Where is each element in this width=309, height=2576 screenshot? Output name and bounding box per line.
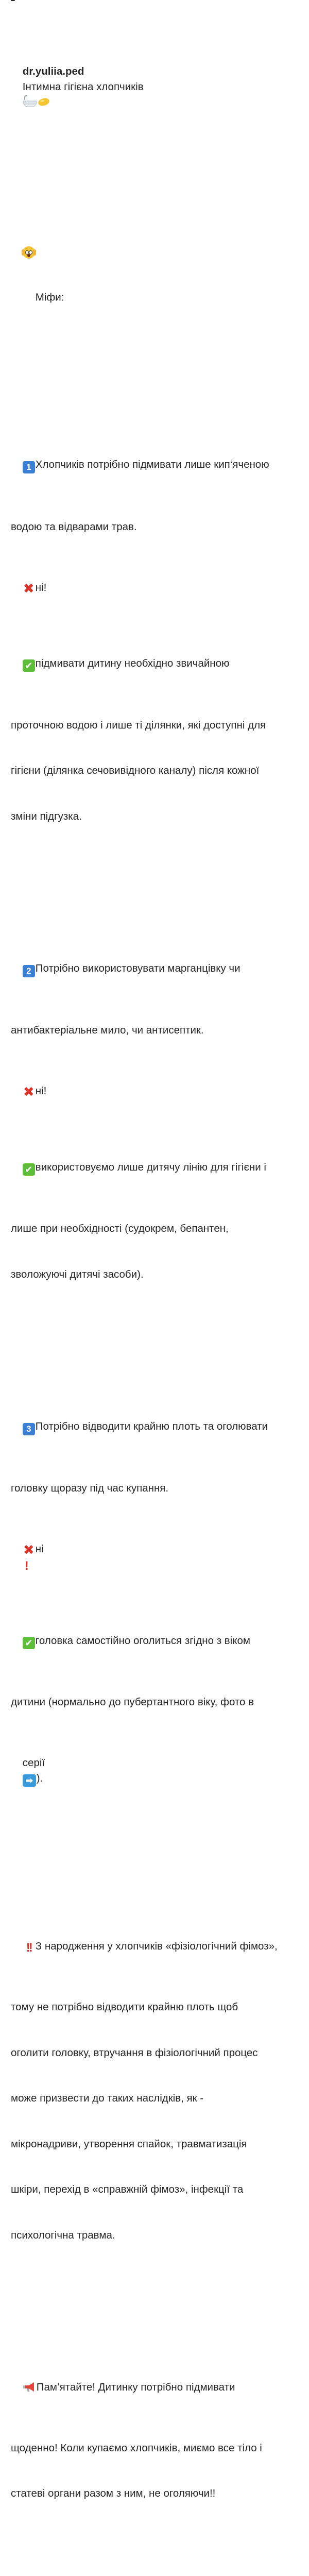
myth-1-answer-line: зміни підгузка. xyxy=(11,810,82,822)
post-caption xyxy=(11,0,302,2576)
double-exclamation-icon: !! xyxy=(26,1940,31,1955)
myth-2: 2 Потрібно використовувати марганцівку чи xyxy=(11,945,302,992)
keycap-2-icon: 2 xyxy=(23,965,35,977)
exclamation-mark-icon: ! xyxy=(24,1558,29,1573)
myth-1-line: водою та відварами трав. xyxy=(11,520,137,533)
cross-mark-icon: ✖ xyxy=(23,580,35,596)
warning-line: оголити головку, втручання в фізіологічний процес xyxy=(11,2046,258,2059)
bathtub-and-soap-icon xyxy=(23,95,50,108)
caption-header xyxy=(11,49,302,125)
remember-line: щоденно! Коли купаємо хлопчиків, миємо все тіло і xyxy=(11,2442,262,2454)
check-mark-icon: ✔ xyxy=(23,659,35,672)
warning-line: мікронадриви, утворення спайок, травматизація xyxy=(11,2138,247,2150)
myth-1-answer-line: гігієни (ділянка сечовивідного каналу) після кожної xyxy=(11,765,260,776)
remember-line: статеві органи разом з ним, не оголяючи!! xyxy=(11,2487,216,2499)
myth-1-answer: ✔ підмивати дитину необхідно звичайною xyxy=(11,641,302,687)
myth-1-no: ✖ ні! xyxy=(23,580,47,596)
warning-line: може призвести до таких наслідків, як - xyxy=(11,2092,204,2104)
keycap-1-icon: 1 xyxy=(23,461,35,473)
check-mark-icon: ✔ xyxy=(23,1637,35,1649)
myth-2-answer: ✔ використовуємо лише дитячу лінію для гігієни і xyxy=(11,1144,302,1191)
post-title: Інтимна гігієна хлопчиків xyxy=(22,80,144,93)
warning-paragraph: !! З народження у хлопчиків «фізіологічний фімоз», xyxy=(11,1923,302,1969)
myths-heading: Міфи: xyxy=(11,231,302,320)
warning-line: шкіри, перехід в «справжній фімоз», інфекції та xyxy=(11,2183,244,2195)
right-arrow-icon: ➡ xyxy=(23,1774,36,1787)
myth-2-line: антибактеріальне мило, чи антисептик. xyxy=(11,1024,204,1036)
myth-2-answer-line: зволожуючі дитячі засоби). xyxy=(11,1268,144,1280)
remember-paragraph: Пам’ятайте! Дитинку потрібно підмивати xyxy=(11,2364,302,2410)
myth-3: 3 Потрібно відводити крайню плоть та оголювати xyxy=(11,1403,302,1450)
myth-3-answer: ✔ головка самостійно оголиться згідно з віком xyxy=(11,1618,302,1664)
cross-mark-icon: ✖ xyxy=(23,1542,35,1557)
myth-3-no: ✖ ні ! xyxy=(23,1542,44,1573)
myth-3-line: головку щоразу під час купання. xyxy=(11,1482,169,1494)
myth-1: 1 Хлопчиків потрібно підмивати лише кип‘яченою xyxy=(11,442,302,489)
megaphone-icon xyxy=(23,2381,36,2393)
username-link[interactable]: dr.yuliia.ped xyxy=(22,65,84,77)
myth-3-answer-line: серії ➡ ). xyxy=(22,1757,45,1786)
warning-line: тому не потрібно відводити крайню плоть щоб xyxy=(11,2001,238,2013)
warning-line: психологічна травма. xyxy=(11,2229,115,2241)
myth-1-answer-line: проточною водою і лише ті ділянки, які доступні для xyxy=(11,719,266,731)
cross-mark-icon: ✖ xyxy=(23,1084,35,1099)
myth-3-answer-line: дитини (нормально до пубертантного віку, фото в xyxy=(11,1696,254,1708)
myth-2-answer-line: лише при необхідності (судокрем, бепантен, xyxy=(11,1223,229,1234)
face-screaming-icon xyxy=(23,246,35,259)
keycap-3-icon: 3 xyxy=(23,1423,35,1435)
check-mark-icon: ✔ xyxy=(23,1163,35,1176)
myth-2-no: ✖ ні! xyxy=(23,1084,47,1099)
